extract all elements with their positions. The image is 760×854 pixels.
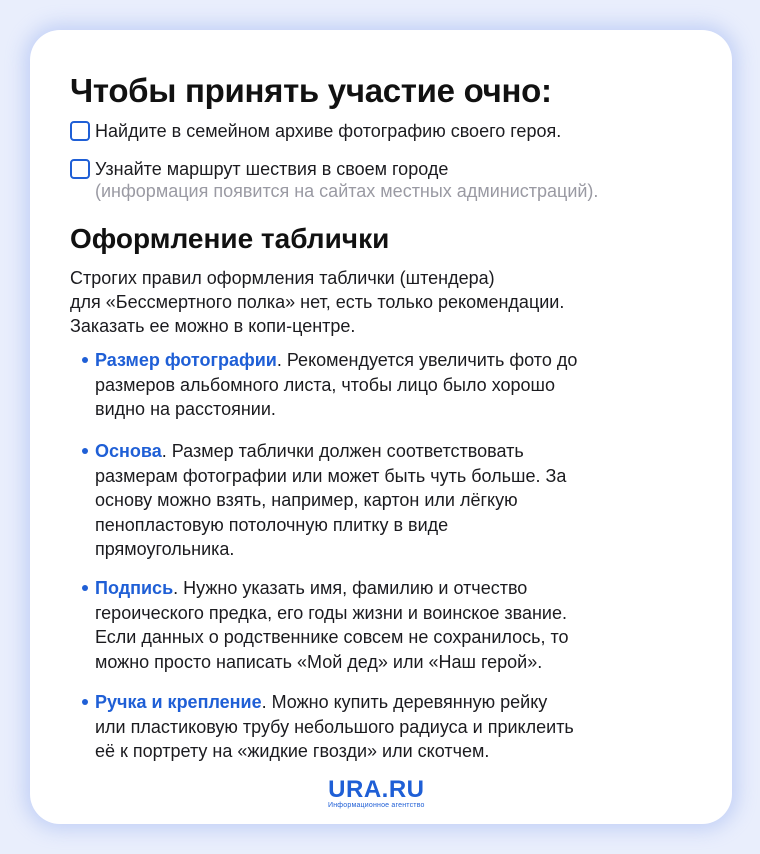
intro-line: для «Бессмертного полка» нет, есть только рекомендации. — [70, 292, 565, 312]
recommendation-line: размерам фотографии или может быть чуть больше. За — [95, 465, 567, 486]
checkbox-icon — [70, 121, 90, 141]
recommendation-term: Основа — [95, 441, 162, 461]
recommendation-line: основу можно взять, например, картон или лёгкую — [95, 490, 518, 510]
recommendation-line: . Нужно указать имя, фамилию и отчество — [173, 578, 528, 598]
recommendation-line: Если данных о родственнике совсем не сохранилось, то — [95, 627, 569, 647]
recommendation-line: прямоугольника. — [95, 539, 235, 559]
checklist-item — [70, 158, 598, 202]
page-title: Чтобы принять участие очно: — [70, 72, 552, 109]
checkbox-icon — [70, 159, 90, 179]
bullet-icon — [82, 585, 88, 591]
recommendation-item — [82, 576, 702, 674]
recommendation-term: Ручка и крепление — [95, 692, 262, 712]
intro-line: Строгих правил оформления таблички (штендера) — [70, 268, 495, 288]
recommendation-line: . Можно купить деревянную рейку — [261, 692, 548, 712]
intro-paragraph — [70, 266, 710, 338]
recommendation-line: её к портрету на «жидкие гвозди» или скотчем. — [95, 741, 490, 761]
logo-tagline: Информационное агентство — [328, 802, 425, 809]
recommendation-line: героического предка, его годы жизни и воинское звание. — [95, 602, 567, 623]
checklist-text: Найдите в семейном архиве фотографию своего героя. — [95, 121, 562, 141]
recommendation-term: Подпись — [95, 578, 174, 598]
recommendation-term: Размер фотографии — [95, 350, 277, 370]
bullet-icon — [82, 699, 88, 705]
info-card — [30, 30, 732, 824]
recommendation-line: можно просто написать «Мой дед» или «Наш герой». — [95, 651, 543, 672]
recommendation-line: . Рекомендуется увеличить фото до — [276, 350, 578, 370]
logo-name: URA.RU — [328, 776, 425, 803]
checklist-note: (информация появится на сайтах местных администраций). — [95, 181, 599, 201]
recommendation-item — [82, 690, 702, 764]
recommendation-line: пенопластовую потолочную плитку в виде — [95, 514, 449, 535]
checklist-text: Узнайте маршрут шествия в своем городе — [95, 159, 449, 179]
recommendation-line: видно на расстоянии. — [95, 399, 276, 419]
section-heading: Оформление таблички — [70, 223, 390, 254]
recommendation-line: . Размер таблички должен соответствовать — [161, 441, 524, 461]
bullet-icon — [82, 448, 88, 454]
intro-line: Заказать ее можно в копи-центре. — [70, 316, 356, 336]
recommendation-line: или пластиковую трубу небольшого радиуса и приклеить — [95, 716, 574, 737]
checklist-item — [70, 120, 561, 142]
recommendation-line: размеров альбомного листа, чтобы лицо было хорошо — [95, 374, 555, 395]
bullet-icon — [82, 357, 88, 363]
recommendation-item — [82, 439, 702, 562]
ura-logo — [328, 778, 425, 809]
recommendation-item — [82, 348, 702, 422]
